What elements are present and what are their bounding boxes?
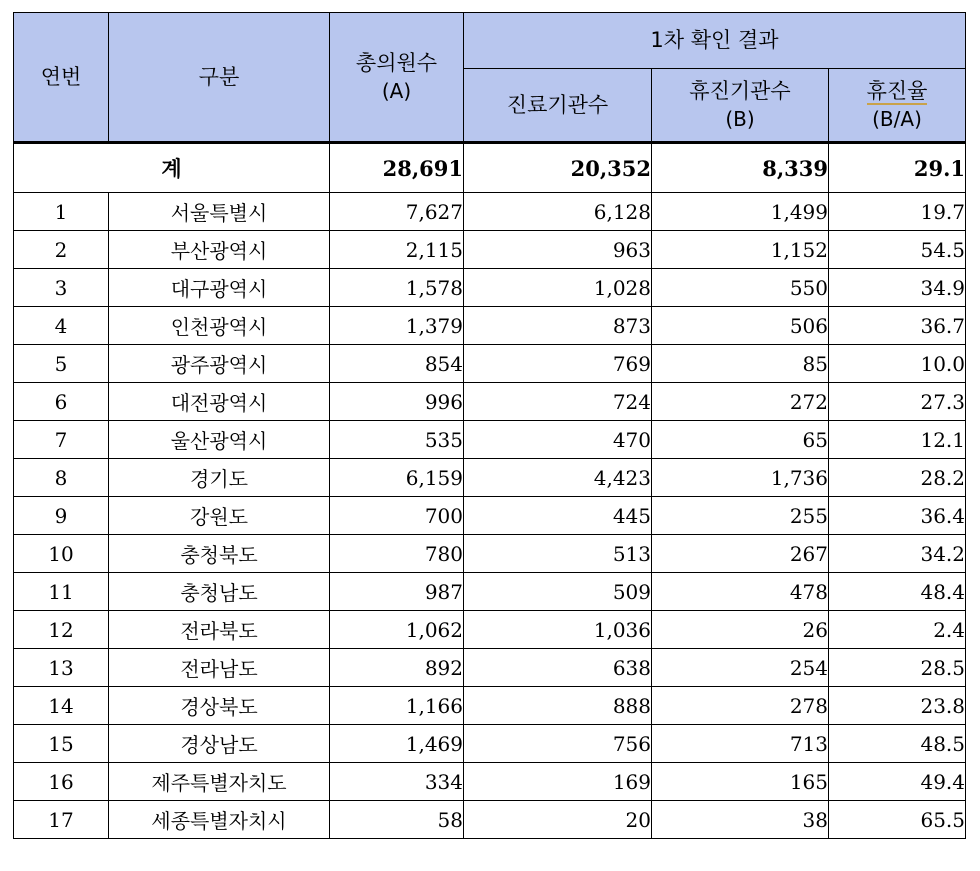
header-closed bbox=[652, 69, 829, 143]
cell-total: 1,379 bbox=[330, 307, 464, 345]
header-closed-sub: (B) bbox=[725, 106, 755, 131]
cell-rate: 48.4 bbox=[829, 573, 966, 611]
cell-total: 58 bbox=[330, 801, 464, 839]
cell-region: 전라남도 bbox=[109, 649, 330, 687]
cell-rate: 54.5 bbox=[829, 231, 966, 269]
cell-rate: 12.1 bbox=[829, 421, 966, 459]
cell-rate: 28.2 bbox=[829, 459, 966, 497]
cell-closed: 85 bbox=[652, 345, 829, 383]
table-row bbox=[14, 763, 966, 801]
cell-rate: 36.7 bbox=[829, 307, 966, 345]
cell-closed: 38 bbox=[652, 801, 829, 839]
cell-no: 2 bbox=[14, 231, 109, 269]
cell-clinic: 20 bbox=[464, 801, 652, 839]
cell-region: 전라북도 bbox=[109, 611, 330, 649]
cell-total: 1,062 bbox=[330, 611, 464, 649]
cell-closed: 1,736 bbox=[652, 459, 829, 497]
cell-closed: 267 bbox=[652, 535, 829, 573]
table-row bbox=[14, 231, 966, 269]
header-category: 구분 bbox=[109, 13, 330, 143]
cell-no: 4 bbox=[14, 307, 109, 345]
total-clinic: 20,352 bbox=[464, 143, 652, 193]
cell-clinic: 445 bbox=[464, 497, 652, 535]
header-rate-label: 휴진율 bbox=[866, 79, 928, 104]
cell-rate: 65.5 bbox=[829, 801, 966, 839]
table-row bbox=[14, 573, 966, 611]
cell-rate: 10.0 bbox=[829, 345, 966, 383]
cell-no: 8 bbox=[14, 459, 109, 497]
table-row bbox=[14, 459, 966, 497]
cell-total: 892 bbox=[330, 649, 464, 687]
header-rate bbox=[829, 69, 966, 143]
cell-region: 제주특별자치도 bbox=[109, 763, 330, 801]
cell-no: 1 bbox=[14, 193, 109, 231]
cell-region: 부산광역시 bbox=[109, 231, 330, 269]
cell-clinic: 963 bbox=[464, 231, 652, 269]
cell-rate: 28.5 bbox=[829, 649, 966, 687]
cell-closed: 26 bbox=[652, 611, 829, 649]
cell-region: 세종특별자치시 bbox=[109, 801, 330, 839]
cell-rate: 27.3 bbox=[829, 383, 966, 421]
header-group: 1차 확인 결과 bbox=[464, 13, 966, 69]
total-sum: 28,691 bbox=[330, 143, 464, 193]
total-closed: 8,339 bbox=[652, 143, 829, 193]
cell-total: 1,166 bbox=[330, 687, 464, 725]
cell-clinic: 724 bbox=[464, 383, 652, 421]
header-seq: 연번 bbox=[14, 13, 109, 143]
cell-region: 경상북도 bbox=[109, 687, 330, 725]
cell-region: 인천광역시 bbox=[109, 307, 330, 345]
cell-clinic: 4,423 bbox=[464, 459, 652, 497]
cell-region: 충청북도 bbox=[109, 535, 330, 573]
cell-region: 경기도 bbox=[109, 459, 330, 497]
cell-no: 12 bbox=[14, 611, 109, 649]
cell-total: 854 bbox=[330, 345, 464, 383]
region-rows bbox=[14, 193, 966, 839]
cell-rate: 48.5 bbox=[829, 725, 966, 763]
cell-rate: 23.8 bbox=[829, 687, 966, 725]
total-rate: 29.1 bbox=[829, 143, 966, 193]
cell-clinic: 509 bbox=[464, 573, 652, 611]
cell-clinic: 513 bbox=[464, 535, 652, 573]
cell-closed: 1,499 bbox=[652, 193, 829, 231]
cell-total: 334 bbox=[330, 763, 464, 801]
cell-region: 충청남도 bbox=[109, 573, 330, 611]
table-row bbox=[14, 269, 966, 307]
cell-region: 강원도 bbox=[109, 497, 330, 535]
cell-closed: 478 bbox=[652, 573, 829, 611]
cell-clinic: 888 bbox=[464, 687, 652, 725]
clinic-closure-table bbox=[13, 12, 966, 839]
table-header bbox=[14, 13, 966, 143]
cell-clinic: 1,036 bbox=[464, 611, 652, 649]
cell-closed: 165 bbox=[652, 763, 829, 801]
cell-no: 9 bbox=[14, 497, 109, 535]
cell-total: 6,159 bbox=[330, 459, 464, 497]
cell-no: 17 bbox=[14, 801, 109, 839]
cell-total: 2,115 bbox=[330, 231, 464, 269]
cell-no: 6 bbox=[14, 383, 109, 421]
header-clinic: 진료기관수 bbox=[464, 69, 652, 143]
cell-closed: 506 bbox=[652, 307, 829, 345]
table-row bbox=[14, 345, 966, 383]
cell-closed: 1,152 bbox=[652, 231, 829, 269]
cell-no: 3 bbox=[14, 269, 109, 307]
table-row bbox=[14, 383, 966, 421]
cell-region: 대전광역시 bbox=[109, 383, 330, 421]
header-closed-label: 휴진기관수 bbox=[689, 79, 791, 104]
cell-no: 16 bbox=[14, 763, 109, 801]
cell-closed: 255 bbox=[652, 497, 829, 535]
table-row bbox=[14, 535, 966, 573]
cell-clinic: 1,028 bbox=[464, 269, 652, 307]
cell-rate: 36.4 bbox=[829, 497, 966, 535]
cell-closed: 254 bbox=[652, 649, 829, 687]
cell-total: 987 bbox=[330, 573, 464, 611]
cell-clinic: 169 bbox=[464, 763, 652, 801]
table-row bbox=[14, 687, 966, 725]
cell-no: 10 bbox=[14, 535, 109, 573]
cell-total: 7,627 bbox=[330, 193, 464, 231]
table-row bbox=[14, 725, 966, 763]
cell-clinic: 470 bbox=[464, 421, 652, 459]
header-total-sub: (A) bbox=[381, 78, 412, 103]
cell-clinic: 638 bbox=[464, 649, 652, 687]
table-row bbox=[14, 497, 966, 535]
table-row bbox=[14, 801, 966, 839]
header-rate-sub: (B/A) bbox=[872, 106, 922, 131]
cell-rate: 19.7 bbox=[829, 193, 966, 231]
cell-rate: 2.4 bbox=[829, 611, 966, 649]
cell-no: 14 bbox=[14, 687, 109, 725]
cell-region: 울산광역시 bbox=[109, 421, 330, 459]
cell-region: 대구광역시 bbox=[109, 269, 330, 307]
cell-rate: 49.4 bbox=[829, 763, 966, 801]
cell-total: 780 bbox=[330, 535, 464, 573]
cell-closed: 713 bbox=[652, 725, 829, 763]
header-total bbox=[330, 13, 464, 143]
cell-total: 1,578 bbox=[330, 269, 464, 307]
cell-total: 996 bbox=[330, 383, 464, 421]
table-row bbox=[14, 649, 966, 687]
cell-total: 535 bbox=[330, 421, 464, 459]
table-row bbox=[14, 421, 966, 459]
table-row bbox=[14, 307, 966, 345]
cell-closed: 278 bbox=[652, 687, 829, 725]
cell-closed: 65 bbox=[652, 421, 829, 459]
cell-no: 5 bbox=[14, 345, 109, 383]
header-total-label: 총의원수 bbox=[355, 51, 438, 76]
cell-no: 13 bbox=[14, 649, 109, 687]
cell-clinic: 769 bbox=[464, 345, 652, 383]
cell-closed: 550 bbox=[652, 269, 829, 307]
cell-region: 경상남도 bbox=[109, 725, 330, 763]
total-label: 계 bbox=[14, 143, 330, 193]
cell-clinic: 873 bbox=[464, 307, 652, 345]
total-row bbox=[14, 143, 966, 193]
cell-clinic: 6,128 bbox=[464, 193, 652, 231]
cell-total: 1,469 bbox=[330, 725, 464, 763]
cell-no: 11 bbox=[14, 573, 109, 611]
table-row bbox=[14, 193, 966, 231]
cell-rate: 34.9 bbox=[829, 269, 966, 307]
cell-no: 15 bbox=[14, 725, 109, 763]
cell-total: 700 bbox=[330, 497, 464, 535]
cell-rate: 34.2 bbox=[829, 535, 966, 573]
cell-closed: 272 bbox=[652, 383, 829, 421]
table-row bbox=[14, 611, 966, 649]
cell-region: 서울특별시 bbox=[109, 193, 330, 231]
cell-clinic: 756 bbox=[464, 725, 652, 763]
cell-no: 7 bbox=[14, 421, 109, 459]
cell-region: 광주광역시 bbox=[109, 345, 330, 383]
